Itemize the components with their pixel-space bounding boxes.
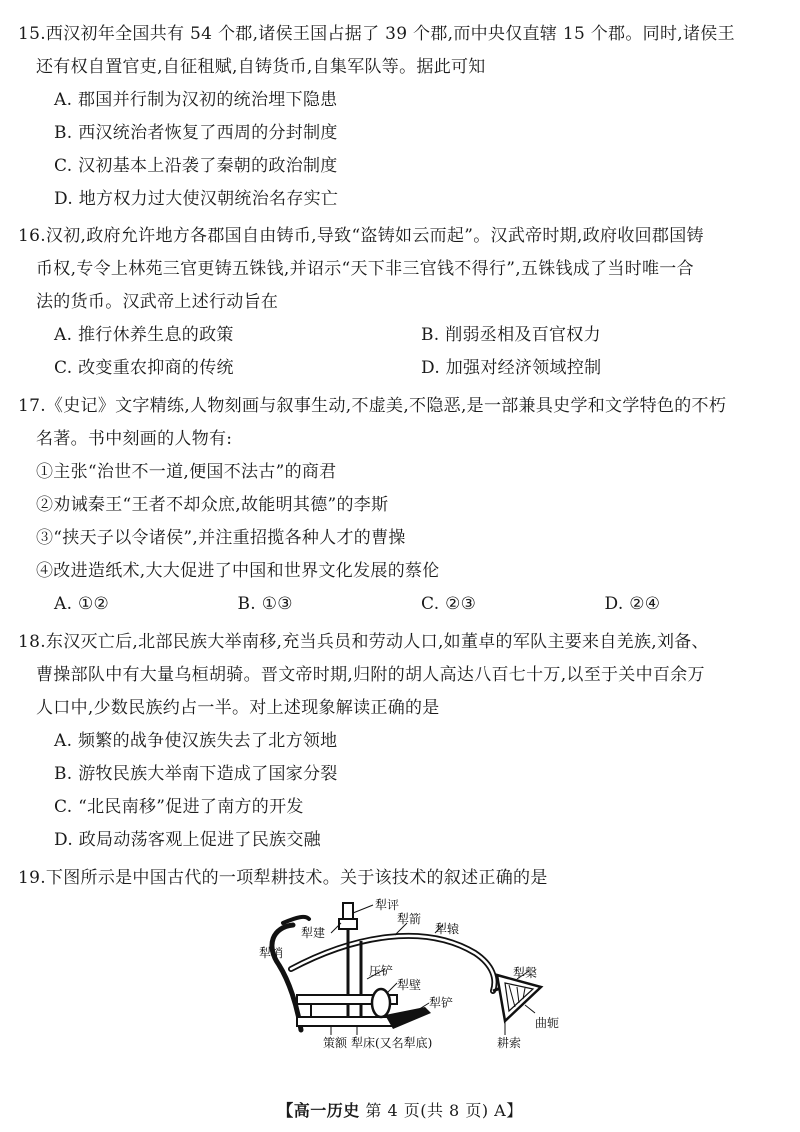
- question-17: [18, 390, 788, 621]
- label-yachan: 压铲: [369, 964, 394, 978]
- question-16-option-b: B. 削弱丞相及百官权力: [421, 325, 601, 345]
- question-17-statement-3: ③“挟天子以令诸侯”,并注重招揽各种人才的曹操: [36, 528, 406, 548]
- label-lichuang: 犁床: [351, 1036, 376, 1050]
- label-lichan: 犁铲: [429, 996, 454, 1010]
- question-15-option-a: A. 郡国并行制为汉初的统治埋下隐患: [54, 90, 338, 110]
- question-16-option-c: C. 改变重农抑商的传统: [54, 358, 234, 378]
- label-quyuan: 曲轭: [535, 1016, 560, 1030]
- label-liyuan: 犁辕: [435, 922, 460, 936]
- question-15: [18, 18, 788, 216]
- question-18-stem-line-1: 18.东汉灭亡后,北部民族大举南移,充当兵员和劳动人口,如董卓的军队主要来自羌族,刘备、: [18, 632, 709, 652]
- plowshare-shape: [385, 1007, 431, 1029]
- question-16-option-d: D. 加强对经济领域控制: [421, 358, 602, 378]
- question-15-option-d: D. 地方权力过大使汉朝统治名存实亡: [54, 189, 339, 209]
- question-18-option-c: C. “北民南移”促进了南方的开发: [54, 797, 304, 817]
- label-lipan: 犁槃: [513, 966, 538, 980]
- question-17-statement-4: ④改进造纸术,大大促进了中国和世界文化发展的蔡伦: [36, 561, 440, 581]
- question-16-stem-line-1: 16.汉初,政府允许地方各郡国自由铸币,导致“盗铸如云而起”。汉武帝时期,政府收回郡国铸: [18, 226, 704, 246]
- question-17-stem-line-1: 17.《史记》文字精练,人物刻画与叙事生动,不虚美,不隐恶,是一部兼具史学和文学特色的不朽: [18, 396, 727, 416]
- question-18-option-d: D. 政局动荡客观上促进了民族交融: [54, 830, 321, 850]
- yoke-shape: [497, 975, 541, 1021]
- question-15-option-b: B. 西汉统治者恢复了西周的分封制度: [54, 123, 338, 143]
- label-lichuang-note: (又名犁底): [375, 1036, 433, 1050]
- label-libi: 犁壁: [397, 978, 422, 992]
- footer-page-number: 第 4 页(共 8 页): [365, 1101, 489, 1120]
- footer-subject: 【高一历史: [277, 1101, 360, 1120]
- footer-version: A】: [494, 1101, 523, 1120]
- question-17-option-c: C. ②③: [421, 594, 477, 614]
- question-15-stem-line-1: 15.西汉初年全国共有 54 个郡,诸侯王国占据了 39 个郡,而中央仅直辖 15 个郡。同时,诸侯王: [18, 24, 735, 44]
- plow-diagram: [235, 895, 575, 1090]
- question-17-statement-2: ②劝诫秦王“王者不却众庶,故能明其德”的李斯: [36, 495, 389, 515]
- label-lishao-text: 犁梢: [259, 946, 284, 960]
- question-15-stem-line-2: 还有权自置官吏,自征租赋,自铸货币,自集军队等。据此可知: [36, 57, 486, 77]
- label-cee: 策额: [323, 1036, 348, 1050]
- label-liping: 犁评: [375, 898, 400, 912]
- question-16-option-a: A. 推行休养生息的政策: [54, 325, 234, 345]
- question-18-stem-line-3: 人口中,少数民族约占一半。对上述现象解读正确的是: [36, 698, 440, 718]
- question-15-option-c: C. 汉初基本上沿袭了秦朝的政治制度: [54, 156, 338, 176]
- question-17-option-b: B. ①③: [237, 594, 293, 614]
- question-16: [18, 220, 788, 385]
- question-17-options: [18, 588, 788, 621]
- label-lijian2: 犁箭: [397, 912, 422, 926]
- question-16-options-row-1: [18, 319, 788, 352]
- question-18-option-b: B. 游牧民族大举南下造成了国家分裂: [54, 764, 338, 784]
- question-17-option-a: A. ①②: [54, 594, 110, 614]
- question-16-stem-line-2: 币权,专令上林苑三官更铸五铢钱,并诏示“天下非三官钱不得行”,五铢钱成了当时唯一合: [36, 259, 694, 279]
- question-16-options-row-2: [18, 352, 788, 385]
- label-lijian: 犁建: [301, 926, 326, 940]
- label-gengsuo: 耕索: [497, 1036, 522, 1050]
- page-footer: [0, 1098, 800, 1121]
- question-17-statement-1: ①主张“治世不一道,便国不法古”的商君: [36, 462, 337, 482]
- question-19: [18, 862, 788, 895]
- label-lishao: [259, 945, 283, 960]
- question-17-stem-line-2: 名著。书中刻画的人物有:: [36, 429, 233, 449]
- question-18-stem-line-2: 曹操部队中有大量乌桓胡骑。晋文帝时期,归附的胡人高达八百七十万,以至于关中百余万: [36, 665, 705, 685]
- plow-handle-shape: [272, 925, 301, 1030]
- question-18: [18, 626, 788, 857]
- question-16-stem-line-3: 法的货币。汉武帝上述行动旨在: [36, 292, 279, 312]
- question-17-option-d: D. ②④: [604, 594, 661, 614]
- question-19-stem-line-1: 19.下图所示是中国古代的一项犁耕技术。关于该技术的叙述正确的是: [18, 868, 548, 888]
- question-18-option-a: A. 频繁的战争使汉族失去了北方领地: [54, 731, 338, 751]
